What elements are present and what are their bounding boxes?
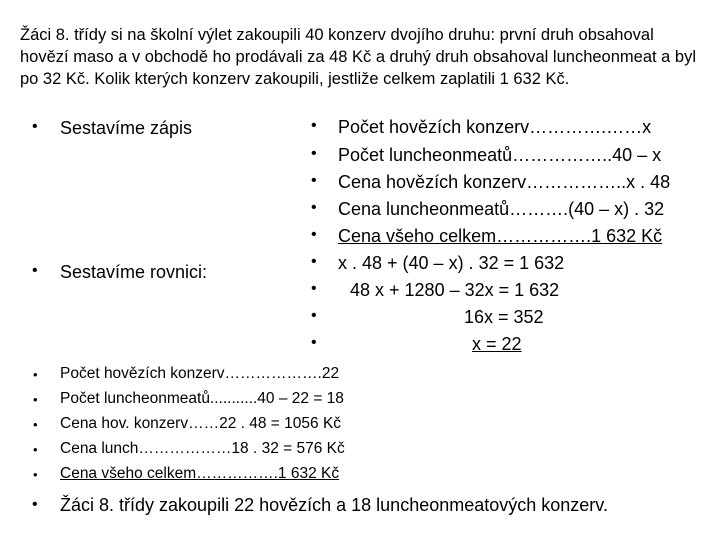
- bullet: •: [32, 118, 38, 135]
- equation-line-1: x . 48 + (40 – x) . 32 = 1 632: [338, 253, 565, 273]
- bullet: •: [33, 467, 38, 482]
- bullet: •: [311, 117, 317, 134]
- bullet: •: [311, 226, 317, 243]
- bullet: •: [311, 145, 317, 162]
- result-item-4: Cena lunch………………18 . 32 = 576 Kč: [60, 440, 345, 457]
- equation-line-3: 16x = 352: [464, 307, 544, 327]
- record-item-1: Počet hovězích konzerv………….……x: [338, 117, 652, 137]
- result-item-5: Cena všeho celkem…………….1 632 Kč: [60, 465, 340, 482]
- bullet: •: [33, 417, 38, 432]
- bullet: •: [311, 199, 317, 216]
- record-item-4: Cena luncheonmeatů……….(40 – x) . 32: [338, 199, 665, 219]
- record-item-5: Cena všeho celkem…………….1 632 Kč: [338, 226, 663, 246]
- result-item-2: Počet luncheonmeatů...........40 – 22 = 18: [60, 390, 344, 407]
- bullet: •: [311, 307, 317, 324]
- result-item-1: Počet hovězích konzerv……………….22: [60, 365, 340, 382]
- equation-result: x = 22: [472, 334, 522, 354]
- bullet: •: [33, 442, 38, 457]
- equation-line-2: 48 x + 1280 – 32x = 1 632: [350, 280, 560, 300]
- heading-zapis: Sestavíme zápis: [60, 118, 193, 138]
- record-item-3: Cena hovězích konzerv……………..x . 48: [338, 172, 671, 192]
- bullet: •: [32, 496, 38, 513]
- bullet: •: [311, 280, 317, 297]
- bullet: •: [311, 253, 317, 270]
- heading-rovnice: Sestavíme rovnici:: [60, 262, 208, 282]
- bullet: •: [33, 367, 38, 382]
- bullet: •: [311, 172, 317, 189]
- final-answer: Žáci 8. třídy zakoupili 22 hovězích a 18 luncheonmeatových konzerv.: [60, 495, 608, 515]
- bullet: •: [311, 334, 317, 351]
- result-item-3: Cena hov. konzerv……22 . 48 = 1056 Kč: [60, 415, 342, 432]
- bullet: •: [33, 392, 38, 407]
- record-item-2: Počet luncheonmeatů……………..40 – x: [338, 145, 662, 165]
- bullet: •: [32, 262, 38, 279]
- problem-statement: Žáci 8. třídy si na školní výlet zakoupili 40 konzerv dvojího druhu: první druh obsahoval hovězí maso a v obchodě ho prodávali za 48 Kč a druhý druh obsahoval luncheonmeat a byl po 32 Kč. Kolik kterých konzerv zakoupili, jestliže celkem zaplatili 1 632 Kč.: [20, 26, 697, 88]
